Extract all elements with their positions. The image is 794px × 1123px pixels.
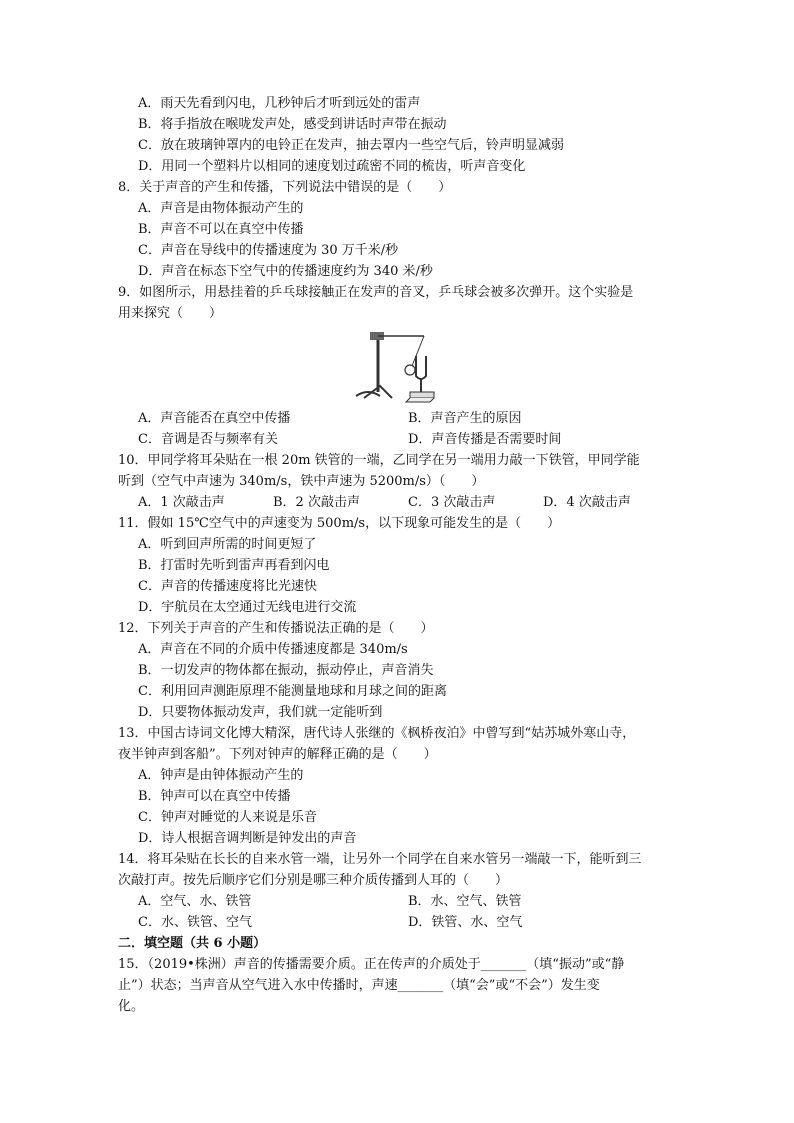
q8-option-a: A．声音是由物体振动产生的 (138, 201, 304, 216)
q12-option-b: B．一切发声的物体都在振动，振动停止，声音消失 (138, 663, 434, 678)
q9-option-c: C．音调是否与频率有关 (138, 432, 278, 447)
q14-stem-line1: 14．将耳朵贴在长长的自来水管一端，让另外一个同学在自来水管另一端敲一下，能听到三 (118, 852, 642, 867)
q7-option-b: B．将手指放在喉咙发声处，感受到讲话时声带在振动 (138, 117, 447, 132)
q15-line2: 止”）状态；当声音从空气进入水中传播时，声速_______（填“会”或“不会”）发生变 (118, 978, 600, 993)
q13-option-b: B．钟声可以在真空中传播 (138, 789, 291, 804)
q11-option-d: D．宇航员在太空通过无线电进行交流 (138, 600, 357, 615)
q7-option-a: A．雨天先看到闪电，几秒钟后才听到远处的雷声 (138, 96, 421, 111)
q10-stem-line2: 听到（空气中声速为 340m/s，铁中声速为 5200m/s）（ ） (118, 474, 485, 489)
q14-option-b: B．水、空气、铁管 (408, 894, 522, 909)
q11-option-a: A．听到回声所需的时间更短了 (138, 537, 317, 552)
q9-option-b: B．声音产生的原因 (408, 411, 522, 426)
q8-option-d: D．声音在标态下空气中的传播速度约为 340 米/秒 (138, 264, 433, 279)
q9-options-row2 (118, 429, 678, 450)
q8-option-b: B．声音不可以在真空中传播 (138, 222, 304, 237)
q10-option-c: C．3 次敲击声 (408, 495, 496, 510)
q13-option-d: D．诗人根据音调判断是钟发出的声音 (138, 831, 357, 846)
q14-option-d: D．铁管、水、空气 (408, 915, 523, 930)
q8-option-c: C．声音在导线中的传播速度为 30 万千米/秒 (138, 243, 399, 258)
q10-stem-line1: 10．甲同学将耳朵贴在一根 20m 铁管的一端，乙同学在另一端用力敲一下铁管，甲同学能 (118, 453, 640, 468)
q9-stem-line2: 用来探究（ ） (118, 306, 223, 321)
q14-option-c: C．水、铁管、空气 (138, 915, 252, 930)
q14-options-row2 (118, 912, 678, 933)
q13-option-c: C．钟声对睡觉的人来说是乐音 (138, 810, 317, 825)
q9-option-a: A．声音能否在真空中传播 (138, 411, 291, 426)
q15-line3: 化。 (118, 999, 145, 1014)
q7-option-d: D．用同一个塑料片以相同的速度划过疏密不同的梳齿，听声音变化 (138, 159, 526, 174)
q9-options-row1 (118, 408, 678, 429)
q15-line1: 15．（2019•株洲）声音的传播需要介质。正在传声的介质处于_______（填“振动”或“静 (118, 957, 625, 972)
q12-stem: 12．下列关于声音的产生和传播说法正确的是（ ） (118, 621, 434, 636)
q8-stem: 8．关于声音的产生和传播，下列说法中错误的是（ ） (118, 180, 452, 195)
q9-stem-line1: 9．如图所示，用悬挂着的乒乓球接触正在发声的音叉，乒乓球会被多次弹开。这个实验是 (118, 285, 634, 300)
tuning-fork-pingpong-diagram (350, 326, 450, 406)
q11-stem: 11．假如 15℃空气中的声速变为 500m/s，以下现象可能发生的是（ ） (118, 516, 561, 531)
q13-stem-line2: 夜半钟声到客船”。下列对钟声的解释正确的是（ ） (118, 747, 437, 762)
q12-option-d: D．只要物体振动发声，我们就一定能听到 (138, 705, 383, 720)
q11-option-c: C．声音的传播速度将比光速快 (138, 579, 317, 594)
q10-option-b: B．2 次敲击声 (273, 495, 360, 510)
q9-option-d: D．声音传播是否需要时间 (408, 432, 562, 447)
question-content (118, 93, 678, 1017)
q12-option-a: A．声音在不同的介质中传播速度都是 340m/s (138, 642, 408, 657)
q11-option-b: B．打雷时先听到雷声再看到闪电 (138, 558, 330, 573)
q7-option-c: C．放在玻璃钟罩内的电铃正在发声，抽去罩内一些空气后，铃声明显减弱 (138, 138, 564, 153)
q14-stem-line2: 次敲打声。按先后顺序它们分别是哪三种介质传播到人耳的（ ） (118, 873, 509, 888)
section-title: 二．填空题（共 6 小题） (118, 936, 267, 951)
q14-option-a: A．空气、水、铁管 (138, 894, 252, 909)
q10-option-d: D．4 次敲击声 (543, 495, 631, 510)
q12-option-c: C．利用回声测距原理不能测量地球和月球之间的距离 (138, 684, 447, 699)
q10-option-a: A．1 次敲击声 (138, 495, 225, 510)
q13-option-a: A．钟声是由钟体振动产生的 (138, 768, 304, 783)
q10-options-row (118, 492, 678, 513)
tuning-fork-figure (118, 324, 678, 408)
q13-stem-line1: 13．中国古诗词文化博大精深，唐代诗人张继的《枫桥夜泊》中曾写到“姑苏城外寒山寺， (118, 726, 636, 741)
q14-options-row1 (118, 891, 678, 912)
